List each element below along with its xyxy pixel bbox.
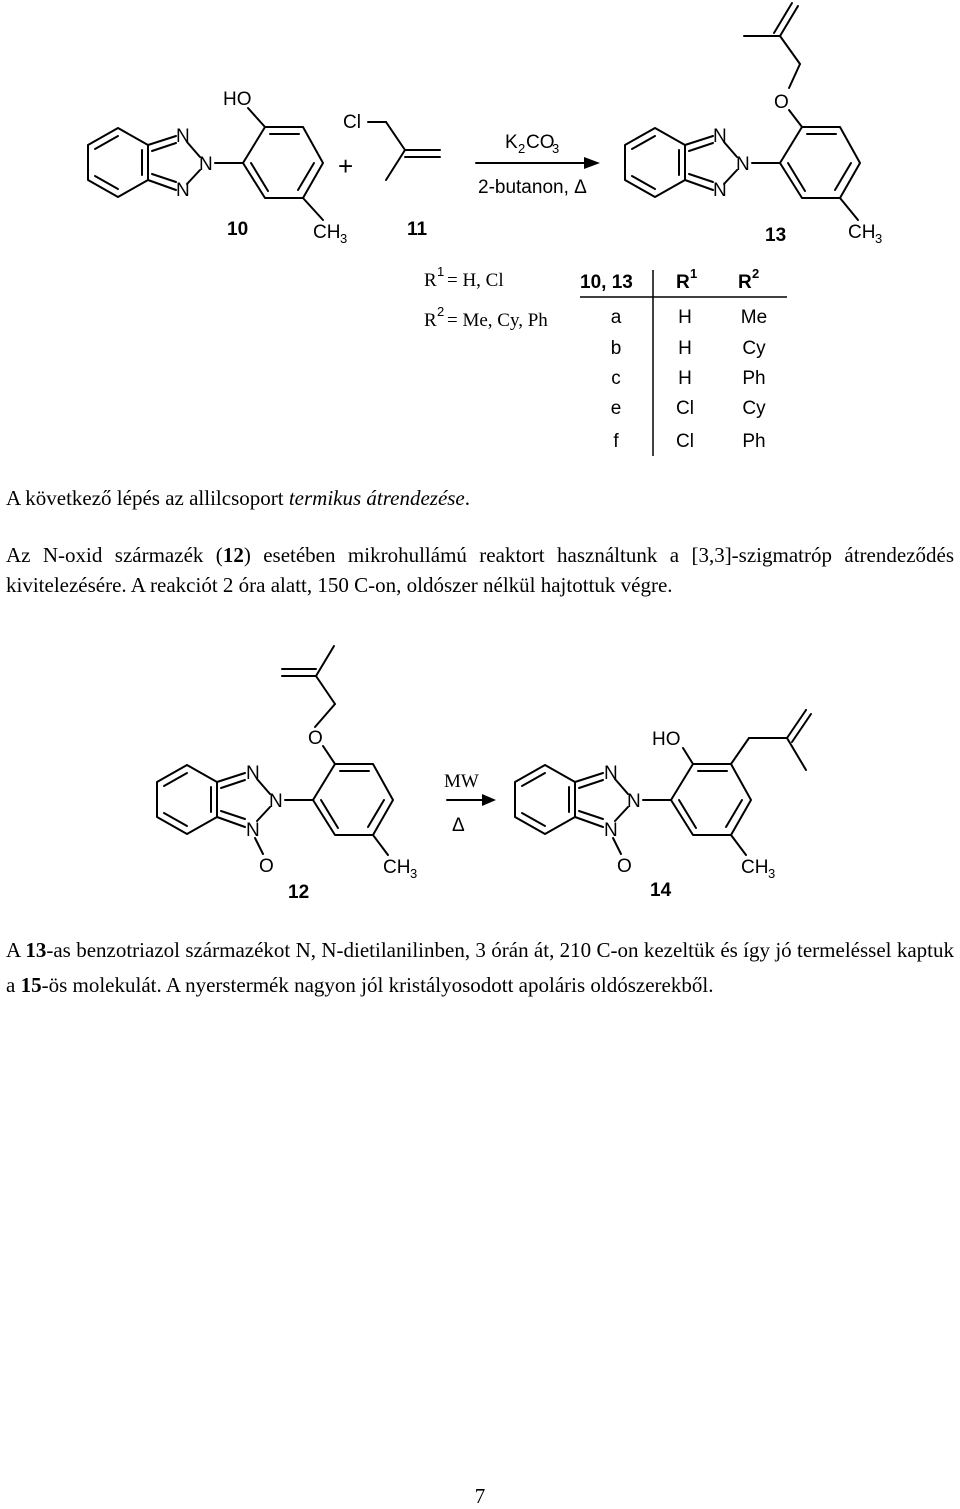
- atom-o-ether-12: O: [308, 728, 323, 749]
- table-header-r1-sup: 1: [690, 266, 698, 281]
- table-cell-r2-c2: Ph: [742, 368, 766, 389]
- p3-compound-13: 13: [25, 938, 47, 962]
- atom-ch: CH: [313, 222, 341, 243]
- table-cell-r4-c1: Cl: [676, 431, 694, 452]
- atom-n1-14: N: [604, 763, 618, 784]
- compound-label-13: 13: [765, 225, 787, 246]
- compound-11-structure: [368, 122, 440, 180]
- compound-13-structure: [625, 3, 860, 220]
- r2-definition: = Me, Cy, Ph: [447, 310, 548, 331]
- r-definitions: [424, 264, 548, 331]
- table-header-r2-sup: 2: [752, 266, 760, 281]
- atom-n2-12: N: [269, 791, 283, 812]
- reagent-solvent: 2-butanon, Δ: [478, 177, 587, 198]
- p1-text-c: .: [464, 486, 471, 510]
- table-cell-r0-c0: a: [610, 307, 622, 328]
- table-header-r1: R: [676, 272, 690, 293]
- table-cell-r4-c0: f: [613, 431, 619, 452]
- table-cell-r3-c2: Cy: [742, 398, 766, 419]
- arrow-label-mw: MW: [444, 771, 479, 792]
- table-header-r2: R: [738, 272, 752, 293]
- r2-letter: R: [424, 310, 437, 331]
- paragraph-3: [6, 933, 954, 1003]
- atom-n1: N: [176, 126, 190, 147]
- atom-n1-12: N: [246, 763, 260, 784]
- atom-ch-13: CH: [848, 222, 876, 243]
- compound-label-12: 12: [288, 882, 310, 903]
- reagent-k-sub: 2: [518, 141, 526, 156]
- p2-compound-12: 12: [222, 543, 244, 567]
- atom-ch-14: CH: [741, 857, 769, 878]
- atom-cl: Cl: [343, 112, 361, 133]
- compound-label-14: 14: [650, 880, 672, 901]
- table-header-compound: 10, 13: [580, 272, 633, 293]
- p3-text-c: -as benzotriazol származékot N, N-dietilanilinben, 3 órán át, 210 C-on kezeltük és így jó termeléssel kaptuk a: [6, 938, 954, 997]
- table-body: [611, 307, 767, 452]
- atom-o-13: O: [774, 92, 789, 113]
- atom-ch-sub-13: 3: [875, 231, 883, 246]
- compound-label-11: 11: [407, 219, 428, 240]
- table-cell-r0-c1: H: [678, 307, 692, 328]
- atom-n3: N: [176, 180, 190, 201]
- atom-ch-sub-12: 3: [410, 866, 418, 881]
- table-cell-r0-c2: Me: [740, 307, 768, 328]
- r1-definition: = H, Cl: [447, 270, 504, 291]
- atom-o-oxide-12: O: [259, 856, 274, 877]
- atom-ch-sub: 3: [340, 231, 348, 246]
- p3-text-a: A: [6, 938, 26, 962]
- table-cell-r2-c1: H: [678, 368, 692, 389]
- reaction-scheme-1: [0, 0, 960, 470]
- table-cell-r1-c1: H: [678, 338, 692, 359]
- reagent-co-sub: 3: [552, 141, 560, 156]
- paragraph-1: [6, 483, 954, 513]
- atom-ch-sub-14: 3: [768, 866, 776, 881]
- table-cell-r2-c0: c: [611, 368, 621, 389]
- table-cell-r3-c1: Cl: [676, 398, 694, 419]
- atom-n2-13: N: [736, 154, 750, 175]
- atom-n1-13: N: [713, 126, 727, 147]
- atom-o-oxide-14: O: [617, 856, 632, 877]
- r1-sup: 1: [437, 264, 445, 279]
- table-cell-r1-c0: b: [610, 338, 622, 359]
- plus-sign: +: [338, 151, 354, 181]
- atom-n2-14: N: [627, 791, 641, 812]
- r2-sup: 2: [437, 304, 445, 319]
- arrow-label-delta: Δ: [452, 815, 465, 836]
- atom-ch-12: CH: [383, 857, 411, 878]
- p3-compound-15: 15: [20, 973, 42, 997]
- p1-text-italic: termikus átrendezése: [288, 486, 465, 510]
- atom-n3-13: N: [713, 180, 727, 201]
- table-cell-r1-c2: Cy: [742, 338, 766, 359]
- substituent-table: [580, 266, 787, 456]
- p1-text-a: A következő lépés az allilcsoport: [6, 486, 289, 510]
- table-cell-r3-c0: e: [610, 398, 622, 419]
- atom-n2: N: [199, 154, 213, 175]
- r1-letter: R: [424, 270, 437, 291]
- compound-12-structure: [157, 646, 393, 855]
- reagent-k: K: [505, 132, 518, 153]
- reaction-scheme-2: [0, 640, 960, 910]
- page-number: 7: [474, 1484, 486, 1508]
- table-cell-r4-c2: Ph: [742, 431, 766, 452]
- reagent-co: CO: [526, 132, 555, 153]
- p2-text-c: ) esetében mikrohullámú reaktort használtunk a [3,3]-szigmatróp átrendeződés kivitelezésére. A reakciót 2 óra alatt, 150 C-on, oldószer nélkül hajtottuk végre.: [6, 543, 955, 597]
- atom-ho-14: HO: [652, 729, 681, 750]
- compound-label-10: 10: [227, 219, 249, 240]
- atom-n3-14: N: [604, 820, 618, 841]
- p2-text-a: Az N-oxid származék (: [6, 543, 223, 567]
- p3-text-e: -ös molekulát. A nyerstermék nagyon jól kristályosodott apoláris oldószerekből.: [41, 973, 714, 997]
- atom-ho: HO: [223, 89, 252, 110]
- atom-n3-12: N: [246, 820, 260, 841]
- paragraph-2: [6, 540, 954, 600]
